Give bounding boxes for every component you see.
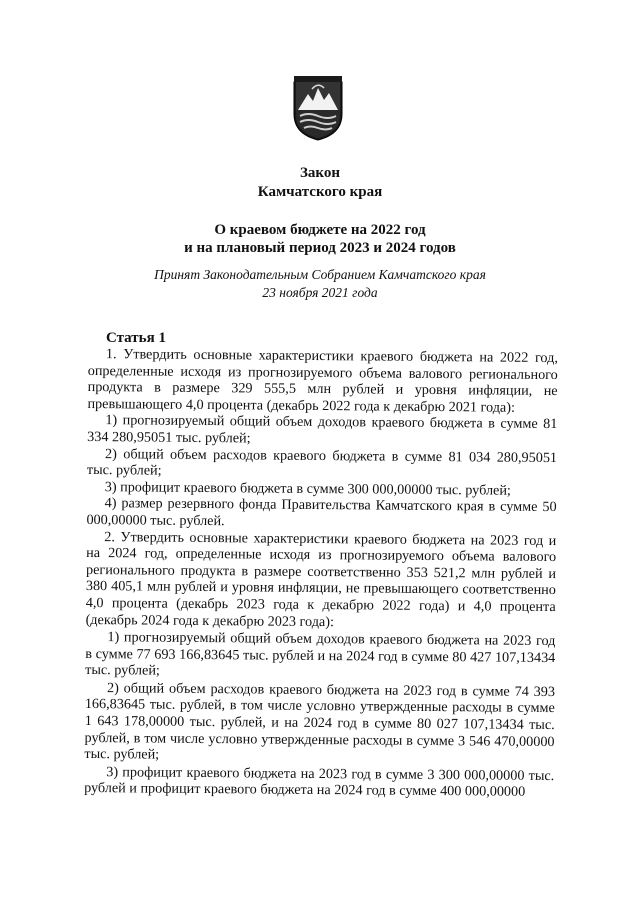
paragraph-1-item-2: 2) общий объем расходов краевого бюджета в сумме 81 034 280,95051 тыс. рублей; bbox=[86, 445, 558, 479]
accepted-date: 23 ноября 2021 года bbox=[262, 285, 378, 300]
law-subject-line-1: О краевом бюджете на 2022 год bbox=[214, 222, 426, 238]
paragraph-1-item-3: 3) профицит краевого бюджета в сумме 300 000,00000 тыс. рублей; bbox=[104, 478, 511, 499]
law-title: Закон bbox=[299, 165, 340, 181]
paragraph-1: 1. Утвердить основные характеристики краевого бюджета на 2022 год, определенные исходя из прогнозируемого объема валового регионального продукта в размере 329 555,5 млн рублей и уровня инфляции, не превышающего 4,0 процента (декабрь 2022 года к декабрю 2021 года): bbox=[87, 346, 558, 416]
region-name: Камчатского края bbox=[257, 184, 383, 200]
accepted-by: Принят Законодательным Собранием Камчатского края bbox=[154, 267, 486, 282]
paragraph-2-item-1: 1) прогнозируемый общий объем доходов краевого бюджета на 2023 год в сумме 77 693 166,83645 тыс. рублей и на 2024 год в сумме 80 427 107,13434 тыс. рублей; bbox=[85, 629, 556, 679]
paragraph-2-item-3: 3) профицит краевого бюджета на 2023 год в сумме 3 300 000,00000 тыс. рублей и профицит краевого бюджета на 2024 год в сумме 400 000,00000 bbox=[84, 764, 555, 801]
article-heading: Статья 1 bbox=[106, 330, 166, 346]
paragraph-1-item-4: 4) размер резервного фонда Правительства Камчатского края в сумме 50 000,00000 тыс. рублей. bbox=[86, 495, 557, 530]
paragraph-2-item-2: 2) общий объем расходов краевого бюджета на 2023 год в сумме 74 393 166,83645 тыс. рублей, в том числе условно утвержденные расходы в сумме 1 643 178,00000 тыс. рублей, и на 2024 год в сумме 80 027 107,13434 тыс. рублей, в том числе условно утвержденные расходы в сумме 3 546 470,00000 тыс. рублей; bbox=[84, 680, 556, 763]
article-body bbox=[84, 346, 558, 801]
paragraph-2: 2. Утвердить основные характеристики краевого бюджета на 2023 год и на 2024 год, определенные исходя из прогнозируемого объема валового регионального продукта в размере соответственно 353 521,2 млн рублей и 380 405,1 млн рублей и уровня инфляции, не превышающего соответственно 4,0 процента (декабрь 2023 года к декабрю 2022 года) и 4,0 процента (декабрь 2024 года к декабрю 2023 года): bbox=[85, 528, 557, 630]
paragraph-1-item-1: 1) прогнозируемый общий объем доходов краевого бюджета в сумме 81 334 280,95051 тыс. рублей; bbox=[87, 412, 558, 447]
kamchatka-coat-of-arms-icon bbox=[290, 76, 346, 142]
law-subject-line-2: и на плановый период 2023 и 2024 годов bbox=[184, 240, 456, 256]
